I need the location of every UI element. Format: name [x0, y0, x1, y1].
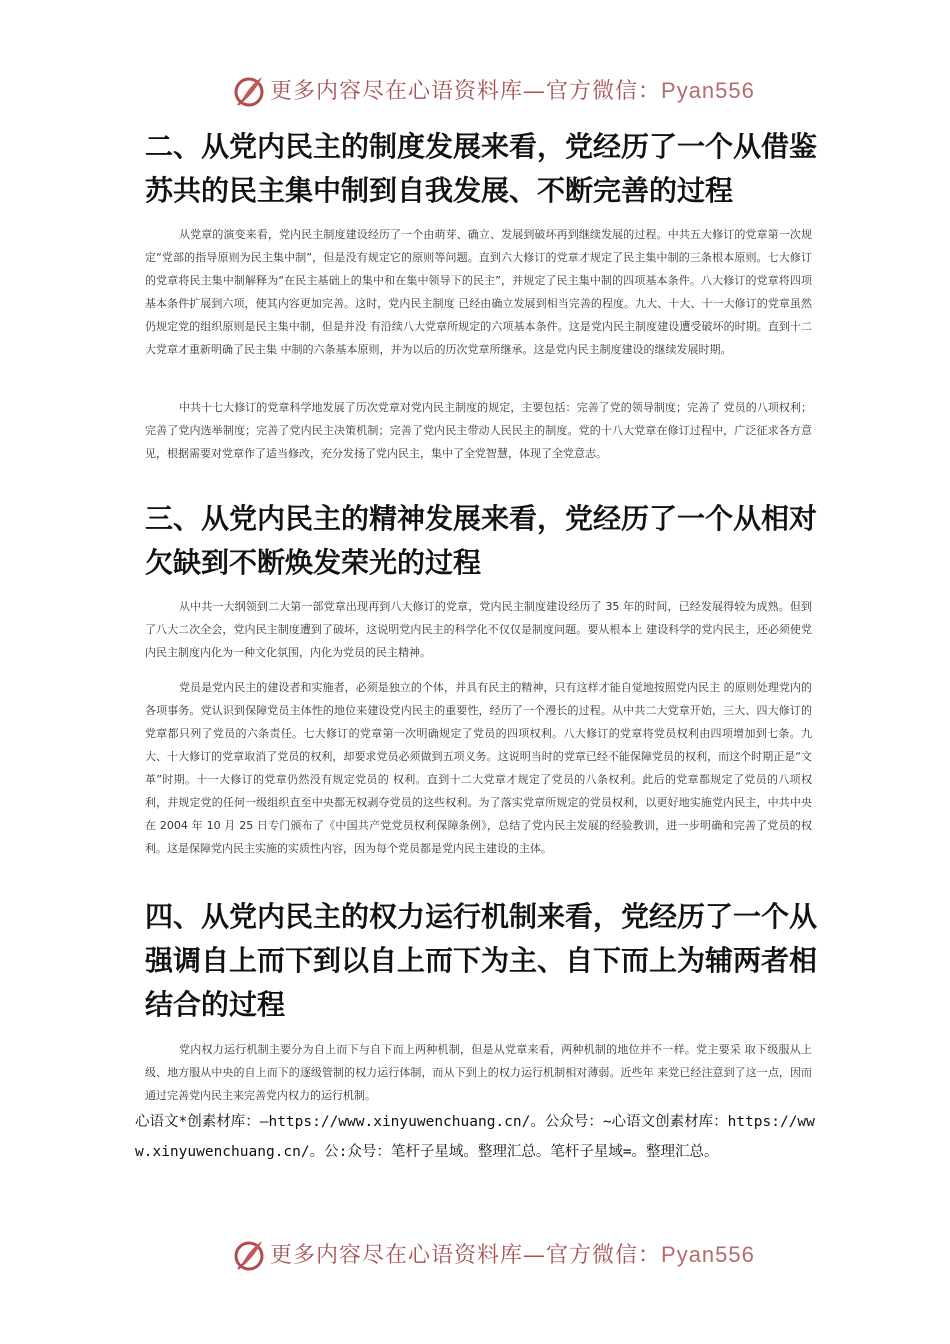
section-2-paragraph-1: 从党章的演变来看，党内民主制度建设经历了一个由萌芽、确立、发展到破坏再到继续发展的过程。中共五大修订的党章第一次规定“党部的指导原则为民主集中制”，但是没有规定它的原则等问题。直到六大修订的党章才规定了民主集中制的三条根本原则。七大修订的党章将民主集中制解释为“在民主基础上的集中和在集中领导下的民主”，并规定了民主集中制的四项基本条件。八大修订的党章将四项基本条件扩展到六项，使其内容更加完善。这时，党内民主制度 已经由确立发展到相当完善的程度。九大、十大、十一大修订的党章虽然仍规定党的组织原则是民主集中制，但是并没 有沿续八大党章所规定的六项基本条件。这是党内民主制度建设遭受破坏的时期。直到十二大党章才重新明确了民主集 中制的六条基本原则，并为以后的历次党章所继承。这是党内民主制度建设的继续发展时期。 [145, 228, 812, 356]
section-heading-4: 四、从党内民主的权力运行机制来看，党经历了一个从强调自上而下到以自上而下为主、自下而上为辅两者相结合的过程 [145, 900, 818, 1021]
section-heading-3: 三、从党内民主的精神发展来看，党经历了一个从相对欠缺到不断焕发荣光的过程 [145, 502, 818, 579]
banner-text [270, 1240, 755, 1271]
section-4-paragraph-1: 党内权力运行机制主要分为自上而下与自下而上两种机制，但是从党章来看，两种机制的地位并不一样。党主要采 取下级服从上级、地方服从中央的自上而下的逐级管制的权力运行体制，而从下到上的权力运行机制相对薄弱。近些年 来党已经注意到了这一点，因而通过完善党内民主来完善党内权力的运行机制。 [145, 1043, 812, 1102]
wechat-id: Pyan556 [661, 1242, 755, 1267]
source-note: 心语文*创素材库：—https://www.xinyuwenchuang.cn/。公众号：~心语文创素材库：https://www.xinyuwenchuang.cn/。公:众号：笔杆子星域。整理汇总。笔杆子星域=。整理汇总。 [135, 1114, 815, 1160]
footer-banner [0, 1234, 950, 1278]
wechat-id: Pyan556 [661, 78, 755, 103]
header-banner [0, 70, 950, 114]
section-2-paragraph-2: 中共十七大修订的党章科学地发展了历次党章对党内民主制度的规定，主要包括：完善了党的领导制度；完善了 党员的八项权利；完善了党内选举制度；完善了党内民主决策机制；完善了党内民主带动人民民主的制度。党的十八大党章在修订过程中，广泛征求各方意见，根据需要对党章作了适当修改，充分发扬了党内民主，集中了全党智慧，体现了全党意志。 [145, 401, 812, 460]
banner-main-text: 更多内容尽在心语资料库—官方微信： [270, 79, 662, 104]
section-3-paragraph-1: 从中共一大纲领到二大第一部党章出现再到八大修订的党章，党内民主制度建设经历了 35 年的时间，已经发展得较为成熟。但到了八大二次全会，党内民主制度遭到了破坏，这说明党内民主的科学化不仅仅是制度问题。要从根本上 建设科学的党内民主，还必须使党内民主制度内化为一种文化氛围，内化为党员的民主精神。 [145, 600, 812, 659]
section-3-paragraph-2: 党员是党内民主的建设者和实施者，必须是独立的个体，并具有民主的精神，只有这样才能自觉地按照党内民主 的原则处理党内的各项事务。党认识到保障党员主体性的地位来建设党内民主的重要性，经历了一个漫长的过程。从中共二大党章开始，三大、四大修订的党章都只列了党员的六条责任。七大修订的党章第一次明确规定了党员的四项权利。八大修订的党章将党员权利由四项增加到七条。九大、十大修订的党章取消了党员的权利，却要求党员必须做到五项义务。这说明当时的党章已经不能保障党员的权利，而这个时期正是“文革”时期。十一大修订的党章仍然没有规定党员的 权利。直到十二大党章才规定了党员的八条权利。此后的党章都规定了党员的八项权利，并规定党的任何一级组织直至中央都无权剥夺党员的这些权利。为了落实党章所规定的党员权利，以更好地实施党内民主，中共中央在 2004 年 10 月 25 日专门颁布了《中国共产党党员权利保障条例》，总结了党内民主发展的经验教训，进一步明确和完善了党员的权利。这是保障党内民主实施的实质性内容，因为每个党员都是党内民主建设的主体。 [145, 681, 812, 855]
banner-main-text: 更多内容尽在心语资料库—官方微信： [270, 1243, 662, 1268]
banner-text [270, 76, 755, 107]
section-heading-2: 二、从党内民主的制度发展来看，党经历了一个从借鉴苏共的民主集中制到自我发展、不断完善的过程 [145, 130, 818, 207]
quill-logo-icon [232, 1238, 266, 1272]
quill-logo-icon [232, 74, 266, 108]
